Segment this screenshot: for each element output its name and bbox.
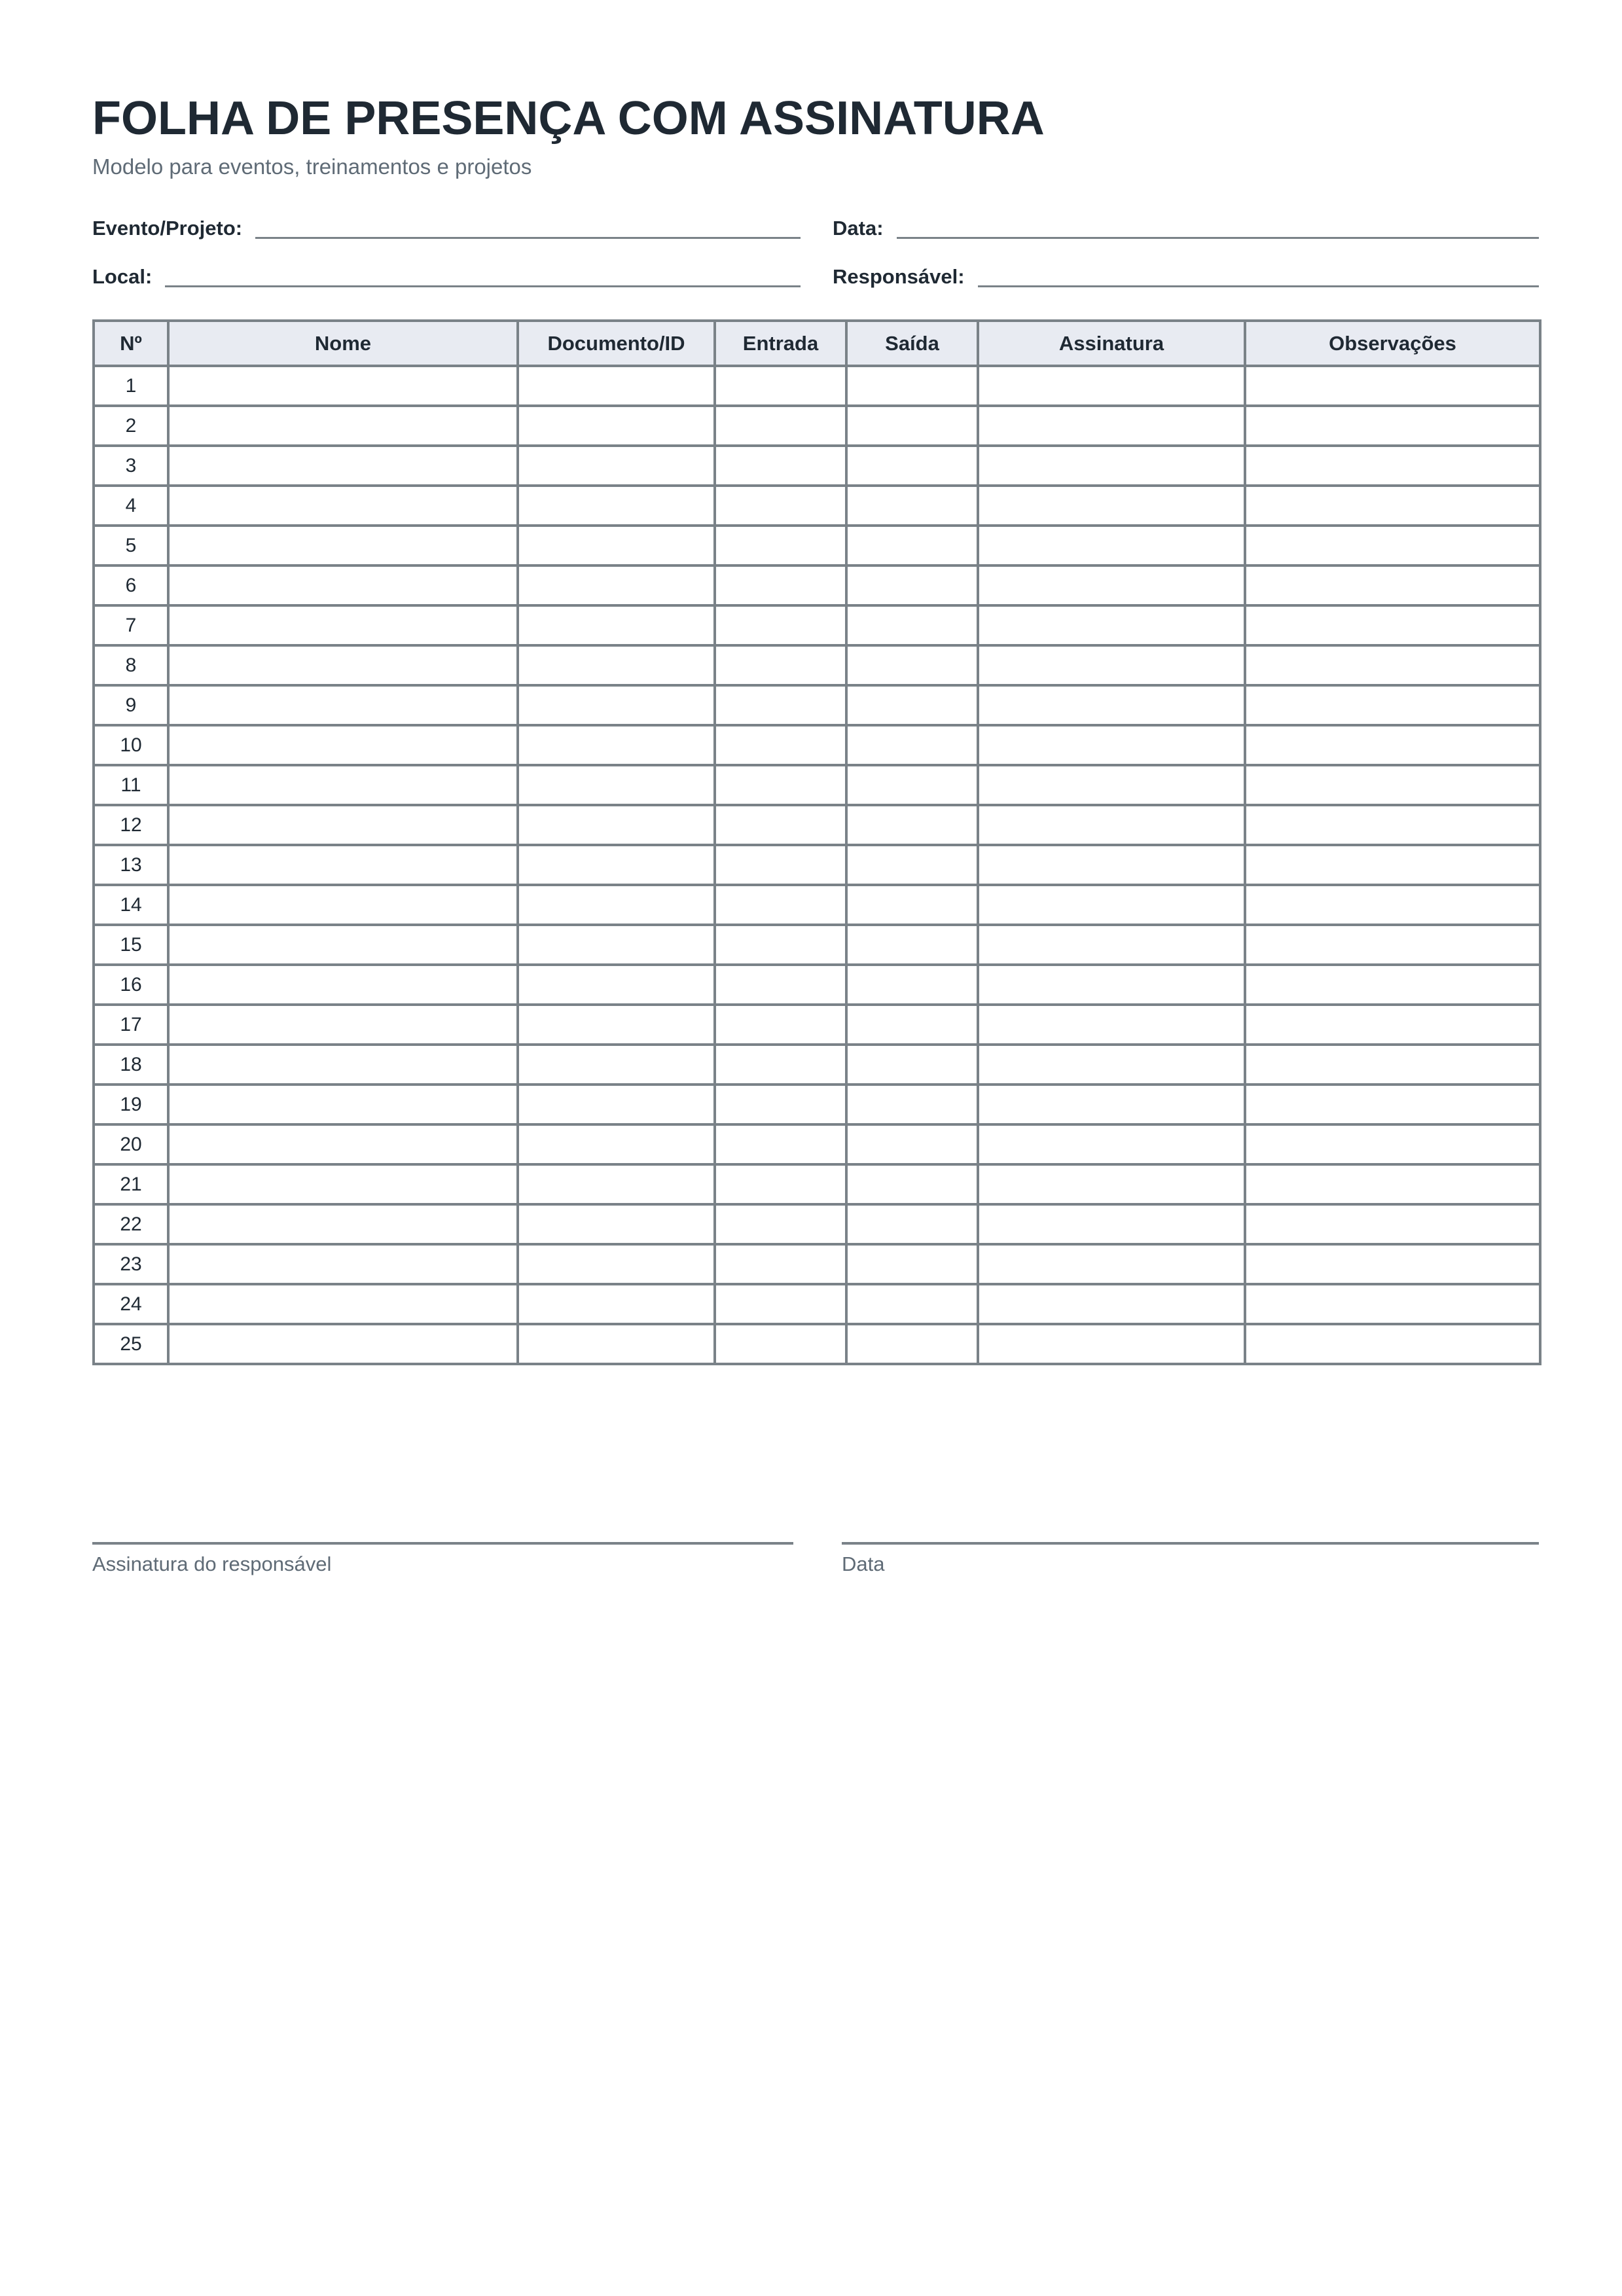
entry-time-cell[interactable] bbox=[715, 645, 846, 685]
table-body bbox=[94, 366, 1540, 1364]
notes-cell[interactable] bbox=[1245, 685, 1540, 725]
document-cell[interactable] bbox=[518, 1324, 715, 1364]
responsible-signature-label: Assinatura do responsável bbox=[92, 1552, 332, 1575]
exit-time-cell[interactable] bbox=[846, 885, 978, 925]
document-cell[interactable] bbox=[518, 1005, 715, 1045]
signature-cell[interactable] bbox=[978, 1005, 1245, 1045]
table-row bbox=[94, 486, 1540, 526]
signature-cell[interactable] bbox=[978, 1124, 1245, 1164]
signature-cell[interactable] bbox=[978, 885, 1245, 925]
name-cell[interactable] bbox=[168, 1085, 518, 1124]
name-cell[interactable] bbox=[168, 965, 518, 1005]
notes-cell[interactable] bbox=[1245, 446, 1540, 486]
document-cell[interactable] bbox=[518, 526, 715, 565]
table-row bbox=[94, 925, 1540, 965]
row-number-cell: 25 bbox=[94, 1324, 168, 1364]
notes-cell[interactable] bbox=[1245, 1124, 1540, 1164]
event-field bbox=[92, 215, 801, 242]
entry-time-cell[interactable] bbox=[715, 725, 846, 765]
name-cell[interactable] bbox=[168, 446, 518, 486]
page-subtitle: Modelo para eventos, treinamentos e projetos bbox=[92, 154, 532, 179]
table-row bbox=[94, 845, 1540, 885]
row-number-cell: 3 bbox=[94, 446, 168, 486]
signature-date-label: Data bbox=[842, 1552, 885, 1575]
signature-cell[interactable] bbox=[978, 406, 1245, 446]
exit-time-cell[interactable] bbox=[846, 1164, 978, 1204]
notes-cell[interactable] bbox=[1245, 1244, 1540, 1284]
document-cell[interactable] bbox=[518, 1085, 715, 1124]
row-number-cell: 21 bbox=[94, 1164, 168, 1204]
exit-time-cell[interactable] bbox=[846, 1045, 978, 1085]
exit-time-cell[interactable] bbox=[846, 965, 978, 1005]
name-cell[interactable] bbox=[168, 605, 518, 645]
signature-cell[interactable] bbox=[978, 925, 1245, 965]
table-row bbox=[94, 965, 1540, 1005]
column-header: Assinatura bbox=[978, 321, 1245, 366]
entry-time-cell[interactable] bbox=[715, 925, 846, 965]
name-cell[interactable] bbox=[168, 486, 518, 526]
row-number-cell: 11 bbox=[94, 765, 168, 805]
exit-time-cell[interactable] bbox=[846, 565, 978, 605]
document-cell[interactable] bbox=[518, 486, 715, 526]
row-number-cell: 7 bbox=[94, 605, 168, 645]
row-number-cell: 20 bbox=[94, 1124, 168, 1164]
column-header: Saída bbox=[846, 321, 978, 366]
row-number-cell: 6 bbox=[94, 565, 168, 605]
notes-cell[interactable] bbox=[1245, 1164, 1540, 1204]
row-number-cell: 12 bbox=[94, 805, 168, 845]
notes-cell[interactable] bbox=[1245, 565, 1540, 605]
table-row bbox=[94, 1164, 1540, 1204]
table-row bbox=[94, 1284, 1540, 1324]
table-row bbox=[94, 565, 1540, 605]
name-cell[interactable] bbox=[168, 885, 518, 925]
entry-time-cell[interactable] bbox=[715, 565, 846, 605]
signature-cell[interactable] bbox=[978, 565, 1245, 605]
entry-time-cell[interactable] bbox=[715, 805, 846, 845]
row-number-cell: 5 bbox=[94, 526, 168, 565]
document-cell[interactable] bbox=[518, 805, 715, 845]
document-cell[interactable] bbox=[518, 925, 715, 965]
name-cell[interactable] bbox=[168, 845, 518, 885]
name-cell[interactable] bbox=[168, 805, 518, 845]
name-cell[interactable] bbox=[168, 366, 518, 406]
signature-cell[interactable] bbox=[978, 1045, 1245, 1085]
entry-time-cell[interactable] bbox=[715, 845, 846, 885]
page-title: FOLHA DE PRESENÇA COM ASSINATURA bbox=[92, 92, 1045, 145]
table-row bbox=[94, 1204, 1540, 1244]
document-cell[interactable] bbox=[518, 446, 715, 486]
responsible-signature-block bbox=[92, 1542, 793, 1577]
name-cell[interactable] bbox=[168, 406, 518, 446]
table-row bbox=[94, 1324, 1540, 1364]
exit-time-cell[interactable] bbox=[846, 446, 978, 486]
entry-time-cell[interactable] bbox=[715, 605, 846, 645]
exit-time-cell[interactable] bbox=[846, 685, 978, 725]
exit-time-cell[interactable] bbox=[846, 486, 978, 526]
row-number-cell: 15 bbox=[94, 925, 168, 965]
entry-time-cell[interactable] bbox=[715, 406, 846, 446]
exit-time-cell[interactable] bbox=[846, 1204, 978, 1244]
name-cell[interactable] bbox=[168, 1204, 518, 1244]
table-row bbox=[94, 645, 1540, 685]
signature-cell[interactable] bbox=[978, 845, 1245, 885]
document-cell[interactable] bbox=[518, 725, 715, 765]
table-row bbox=[94, 446, 1540, 486]
signature-cell[interactable] bbox=[978, 605, 1245, 645]
exit-time-cell[interactable] bbox=[846, 1085, 978, 1124]
row-number-cell: 22 bbox=[94, 1204, 168, 1244]
signature-cell[interactable] bbox=[978, 965, 1245, 1005]
name-cell[interactable] bbox=[168, 565, 518, 605]
table-row bbox=[94, 366, 1540, 406]
table-row bbox=[94, 765, 1540, 805]
location-input-line[interactable] bbox=[165, 285, 801, 287]
signature-cell[interactable] bbox=[978, 645, 1245, 685]
date-label: Data: bbox=[833, 217, 884, 240]
signature-cell[interactable] bbox=[978, 366, 1245, 406]
table-row bbox=[94, 885, 1540, 925]
table-row bbox=[94, 605, 1540, 645]
notes-cell[interactable] bbox=[1245, 885, 1540, 925]
document-cell[interactable] bbox=[518, 645, 715, 685]
entry-time-cell[interactable] bbox=[715, 366, 846, 406]
notes-cell[interactable] bbox=[1245, 1204, 1540, 1244]
location-field bbox=[92, 264, 801, 290]
name-cell[interactable] bbox=[168, 685, 518, 725]
exit-time-cell[interactable] bbox=[846, 845, 978, 885]
signature-cell[interactable] bbox=[978, 446, 1245, 486]
document-cell[interactable] bbox=[518, 1244, 715, 1284]
document-cell[interactable] bbox=[518, 1284, 715, 1324]
row-number-cell: 4 bbox=[94, 486, 168, 526]
exit-time-cell[interactable] bbox=[846, 366, 978, 406]
notes-cell[interactable] bbox=[1245, 1045, 1540, 1085]
notes-cell[interactable] bbox=[1245, 1284, 1540, 1324]
column-header: Nome bbox=[168, 321, 518, 366]
signature-date-line[interactable] bbox=[842, 1542, 1539, 1545]
event-input-line[interactable] bbox=[255, 237, 801, 239]
entry-time-cell[interactable] bbox=[715, 1324, 846, 1364]
entry-time-cell[interactable] bbox=[715, 885, 846, 925]
signature-cell[interactable] bbox=[978, 1244, 1245, 1284]
document-cell[interactable] bbox=[518, 1164, 715, 1204]
notes-cell[interactable] bbox=[1245, 1005, 1540, 1045]
notes-cell[interactable] bbox=[1245, 925, 1540, 965]
name-cell[interactable] bbox=[168, 1164, 518, 1204]
table-row bbox=[94, 1244, 1540, 1284]
name-cell[interactable] bbox=[168, 645, 518, 685]
table-row bbox=[94, 725, 1540, 765]
responsible-input-line[interactable] bbox=[978, 285, 1539, 287]
notes-cell[interactable] bbox=[1245, 605, 1540, 645]
signature-cell[interactable] bbox=[978, 486, 1245, 526]
name-cell[interactable] bbox=[168, 725, 518, 765]
signature-cell[interactable] bbox=[978, 805, 1245, 845]
document-cell[interactable] bbox=[518, 1124, 715, 1164]
row-number-cell: 24 bbox=[94, 1284, 168, 1324]
entry-time-cell[interactable] bbox=[715, 1204, 846, 1244]
name-cell[interactable] bbox=[168, 925, 518, 965]
document-cell[interactable] bbox=[518, 965, 715, 1005]
signature-cell[interactable] bbox=[978, 685, 1245, 725]
exit-time-cell[interactable] bbox=[846, 1324, 978, 1364]
table-row bbox=[94, 1005, 1540, 1045]
event-label: Evento/Projeto: bbox=[92, 217, 243, 240]
name-cell[interactable] bbox=[168, 1324, 518, 1364]
document-cell[interactable] bbox=[518, 565, 715, 605]
table-row bbox=[94, 685, 1540, 725]
signature-cell[interactable] bbox=[978, 765, 1245, 805]
signature-cell[interactable] bbox=[978, 526, 1245, 565]
name-cell[interactable] bbox=[168, 1045, 518, 1085]
exit-time-cell[interactable] bbox=[846, 645, 978, 685]
table-row bbox=[94, 1085, 1540, 1124]
notes-cell[interactable] bbox=[1245, 366, 1540, 406]
row-number-cell: 16 bbox=[94, 965, 168, 1005]
table-header-row bbox=[94, 321, 1540, 366]
notes-cell[interactable] bbox=[1245, 1324, 1540, 1364]
table-row bbox=[94, 406, 1540, 446]
row-number-cell: 10 bbox=[94, 725, 168, 765]
exit-time-cell[interactable] bbox=[846, 406, 978, 446]
row-number-cell: 2 bbox=[94, 406, 168, 446]
row-number-cell: 23 bbox=[94, 1244, 168, 1284]
exit-time-cell[interactable] bbox=[846, 1244, 978, 1284]
row-number-cell: 18 bbox=[94, 1045, 168, 1085]
notes-cell[interactable] bbox=[1245, 965, 1540, 1005]
entry-time-cell[interactable] bbox=[715, 1124, 846, 1164]
exit-time-cell[interactable] bbox=[846, 1005, 978, 1045]
entry-time-cell[interactable] bbox=[715, 685, 846, 725]
signature-cell[interactable] bbox=[978, 1324, 1245, 1364]
date-input-line[interactable] bbox=[897, 237, 1539, 239]
entry-time-cell[interactable] bbox=[715, 765, 846, 805]
table-row bbox=[94, 1124, 1540, 1164]
name-cell[interactable] bbox=[168, 1124, 518, 1164]
responsible-field bbox=[833, 264, 1539, 290]
column-header: Observações bbox=[1245, 321, 1540, 366]
name-cell[interactable] bbox=[168, 526, 518, 565]
entry-time-cell[interactable] bbox=[715, 965, 846, 1005]
entry-time-cell[interactable] bbox=[715, 1244, 846, 1284]
row-number-cell: 14 bbox=[94, 885, 168, 925]
entry-time-cell[interactable] bbox=[715, 486, 846, 526]
document-cell[interactable] bbox=[518, 366, 715, 406]
document-cell[interactable] bbox=[518, 605, 715, 645]
entry-time-cell[interactable] bbox=[715, 1005, 846, 1045]
signature-cell[interactable] bbox=[978, 1164, 1245, 1204]
exit-time-cell[interactable] bbox=[846, 805, 978, 845]
exit-time-cell[interactable] bbox=[846, 765, 978, 805]
name-cell[interactable] bbox=[168, 765, 518, 805]
notes-cell[interactable] bbox=[1245, 845, 1540, 885]
table-row bbox=[94, 1045, 1540, 1085]
attendance-table bbox=[92, 319, 1541, 1365]
exit-time-cell[interactable] bbox=[846, 526, 978, 565]
column-header: Entrada bbox=[715, 321, 846, 366]
column-header: Documento/ID bbox=[518, 321, 715, 366]
name-cell[interactable] bbox=[168, 1284, 518, 1324]
responsible-label: Responsável: bbox=[833, 265, 965, 288]
exit-time-cell[interactable] bbox=[846, 1284, 978, 1324]
entry-time-cell[interactable] bbox=[715, 1284, 846, 1324]
entry-time-cell[interactable] bbox=[715, 1164, 846, 1204]
entry-time-cell[interactable] bbox=[715, 1045, 846, 1085]
exit-time-cell[interactable] bbox=[846, 605, 978, 645]
row-number-cell: 17 bbox=[94, 1005, 168, 1045]
document-cell[interactable] bbox=[518, 845, 715, 885]
exit-time-cell[interactable] bbox=[846, 925, 978, 965]
notes-cell[interactable] bbox=[1245, 1085, 1540, 1124]
row-number-cell: 1 bbox=[94, 366, 168, 406]
notes-cell[interactable] bbox=[1245, 765, 1540, 805]
document-cell[interactable] bbox=[518, 1045, 715, 1085]
signature-cell[interactable] bbox=[978, 1284, 1245, 1324]
exit-time-cell[interactable] bbox=[846, 725, 978, 765]
notes-cell[interactable] bbox=[1245, 406, 1540, 446]
notes-cell[interactable] bbox=[1245, 526, 1540, 565]
table-row bbox=[94, 805, 1540, 845]
signature-cell[interactable] bbox=[978, 725, 1245, 765]
exit-time-cell[interactable] bbox=[846, 1124, 978, 1164]
entry-time-cell[interactable] bbox=[715, 1085, 846, 1124]
date-field bbox=[833, 215, 1539, 242]
name-cell[interactable] bbox=[168, 1005, 518, 1045]
entry-time-cell[interactable] bbox=[715, 446, 846, 486]
document-cell[interactable] bbox=[518, 685, 715, 725]
document-cell[interactable] bbox=[518, 1204, 715, 1244]
entry-time-cell[interactable] bbox=[715, 526, 846, 565]
row-number-cell: 13 bbox=[94, 845, 168, 885]
notes-cell[interactable] bbox=[1245, 725, 1540, 765]
notes-cell[interactable] bbox=[1245, 486, 1540, 526]
signature-date-block bbox=[842, 1542, 1539, 1577]
document-cell[interactable] bbox=[518, 406, 715, 446]
name-cell[interactable] bbox=[168, 1244, 518, 1284]
row-number-cell: 19 bbox=[94, 1085, 168, 1124]
signature-cell[interactable] bbox=[978, 1204, 1245, 1244]
signature-cell[interactable] bbox=[978, 1085, 1245, 1124]
row-number-cell: 9 bbox=[94, 685, 168, 725]
table-row bbox=[94, 526, 1540, 565]
location-label: Local: bbox=[92, 265, 153, 288]
row-number-cell: 8 bbox=[94, 645, 168, 685]
document-cell[interactable] bbox=[518, 885, 715, 925]
responsible-signature-line[interactable] bbox=[92, 1542, 793, 1545]
document-cell[interactable] bbox=[518, 765, 715, 805]
column-header: Nº bbox=[94, 321, 168, 366]
notes-cell[interactable] bbox=[1245, 805, 1540, 845]
notes-cell[interactable] bbox=[1245, 645, 1540, 685]
